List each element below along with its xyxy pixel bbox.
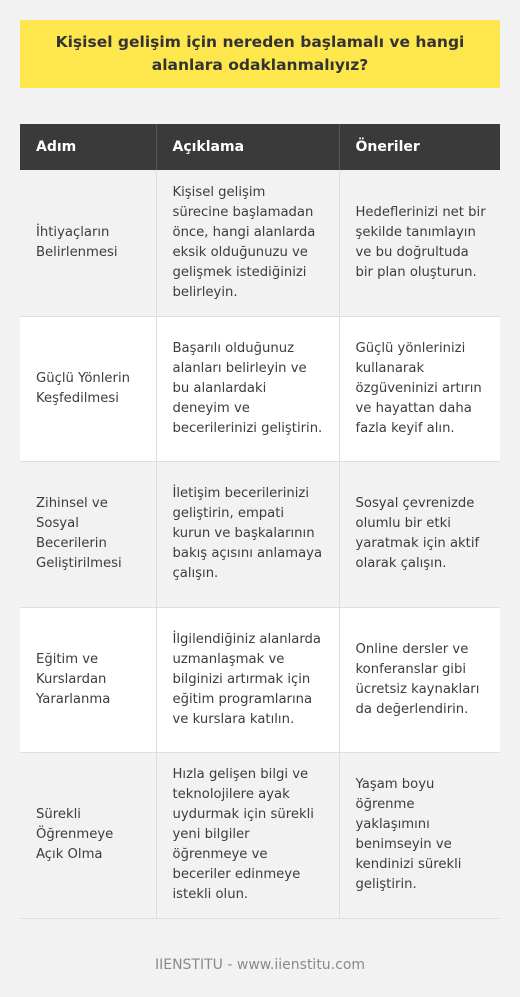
steps-table (20, 124, 500, 919)
cell-description: Kişisel gelişim sürecine başlamadan önce, hangi alanlarda eksik olduğunuzu ve gelişmek istediğinizi belirleyin. (156, 170, 339, 316)
table-row (20, 316, 500, 461)
column-header-step: Adım (20, 124, 156, 170)
cell-step: İhtiyaçların Belirlenmesi (20, 170, 156, 316)
cell-suggestion: Sosyal çevrenizde olumlu bir etki yaratmak için aktif olarak çalışın. (339, 461, 500, 607)
cell-description: Başarılı olduğunuz alanları belirleyin ve bu alanlardaki deneyim ve becerilerinizi geliştirin. (156, 316, 339, 461)
cell-suggestion: Hedeflerinizi net bir şekilde tanımlayın ve bu doğrultuda bir plan oluşturun. (339, 170, 500, 316)
cell-step: Sürekli Öğrenmeye Açık Olma (20, 752, 156, 918)
cell-suggestion: Yaşam boyu öğrenme yaklaşımını benimseyin ve kendinizi sürekli geliştirin. (339, 752, 500, 918)
footer-credit: IIENSTITU - www.iienstitu.com (154, 957, 366, 973)
table-row (20, 752, 500, 918)
cell-suggestion: Güçlü yönlerinizi kullanarak özgüveninizi artırın ve hayattan daha fazla keyif alın. (339, 316, 500, 461)
cell-description: Hızla gelişen bilgi ve teknolojilere ayak uydurmak için sürekli yeni bilgiler öğrenmeye ve beceriler edinmeye istekli olun. (156, 752, 339, 918)
table-row (20, 170, 500, 316)
column-header-description: Açıklama (156, 124, 339, 170)
cell-description: İlgilendiğiniz alanlarda uzmanlaşmak ve bilginizi artırmak için eğitim programlarına ve kurslara katılın. (156, 607, 339, 752)
title-banner (20, 20, 500, 88)
cell-step: Zihinsel ve Sosyal Becerilerin Geliştirilmesi (20, 461, 156, 607)
cell-description: İletişim becerilerinizi geliştirin, empati kurun ve başkalarının bakış açısını anlamaya çalışın. (156, 461, 339, 607)
cell-step: Güçlü Yönlerin Keşfedilmesi (20, 316, 156, 461)
table-header-row (20, 124, 500, 170)
table-row (20, 461, 500, 607)
cell-suggestion: Online dersler ve konferanslar gibi ücretsiz kaynakları da değerlendirin. (339, 607, 500, 752)
page-title: Kişisel gelişim için nereden başlamalı ve hangi alanlara odaklanmalıyız? (55, 33, 465, 74)
cell-step: Eğitim ve Kurslardan Yararlanma (20, 607, 156, 752)
table-row (20, 607, 500, 752)
column-header-suggestions: Öneriler (339, 124, 500, 170)
